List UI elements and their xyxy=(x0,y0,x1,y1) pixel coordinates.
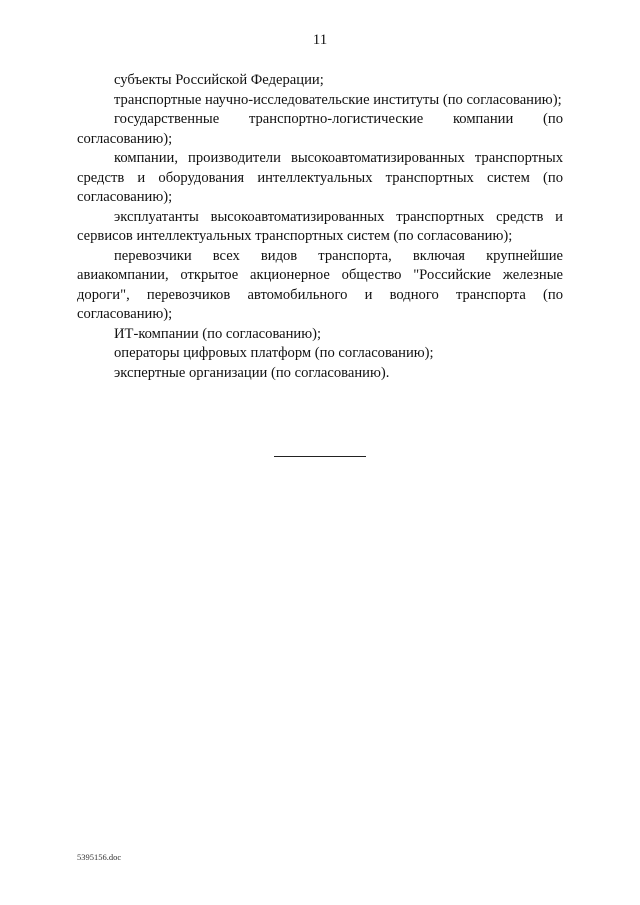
separator-line xyxy=(274,456,366,457)
list-item: компании, производители высокоавтоматизированных транспортных средств и оборудования интеллектуальных транспортных систем (по согласованию); xyxy=(77,150,563,205)
list-item: ИТ-компании (по согласованию); xyxy=(114,325,322,342)
list-item: транспортные научно-исследовательские институты (по согласованию); xyxy=(114,91,562,108)
page-number: 11 xyxy=(312,32,328,48)
list-item: государственные транспортно-логистические компании (по согласованию); xyxy=(77,111,563,147)
list-item: перевозчики всех видов транспорта, включая крупнейшие авиакомпании, открытое акционерное общество "Российские железные дороги", перевозчиков автомобильного и водного транспорта (по согласованию); xyxy=(77,247,563,322)
list-item: экспертные организации (по согласованию). xyxy=(114,364,390,381)
document-body xyxy=(77,71,563,383)
list-item: эксплуатанты высокоавтоматизированных транспортных средств и сервисов интеллектуальных транспортных систем (по согласованию); xyxy=(77,208,563,244)
list-item: субъекты Российской Федерации; xyxy=(114,72,324,88)
list-item: операторы цифровых платформ (по согласованию); xyxy=(114,345,434,361)
document-code: 5395156.doc xyxy=(77,852,122,862)
